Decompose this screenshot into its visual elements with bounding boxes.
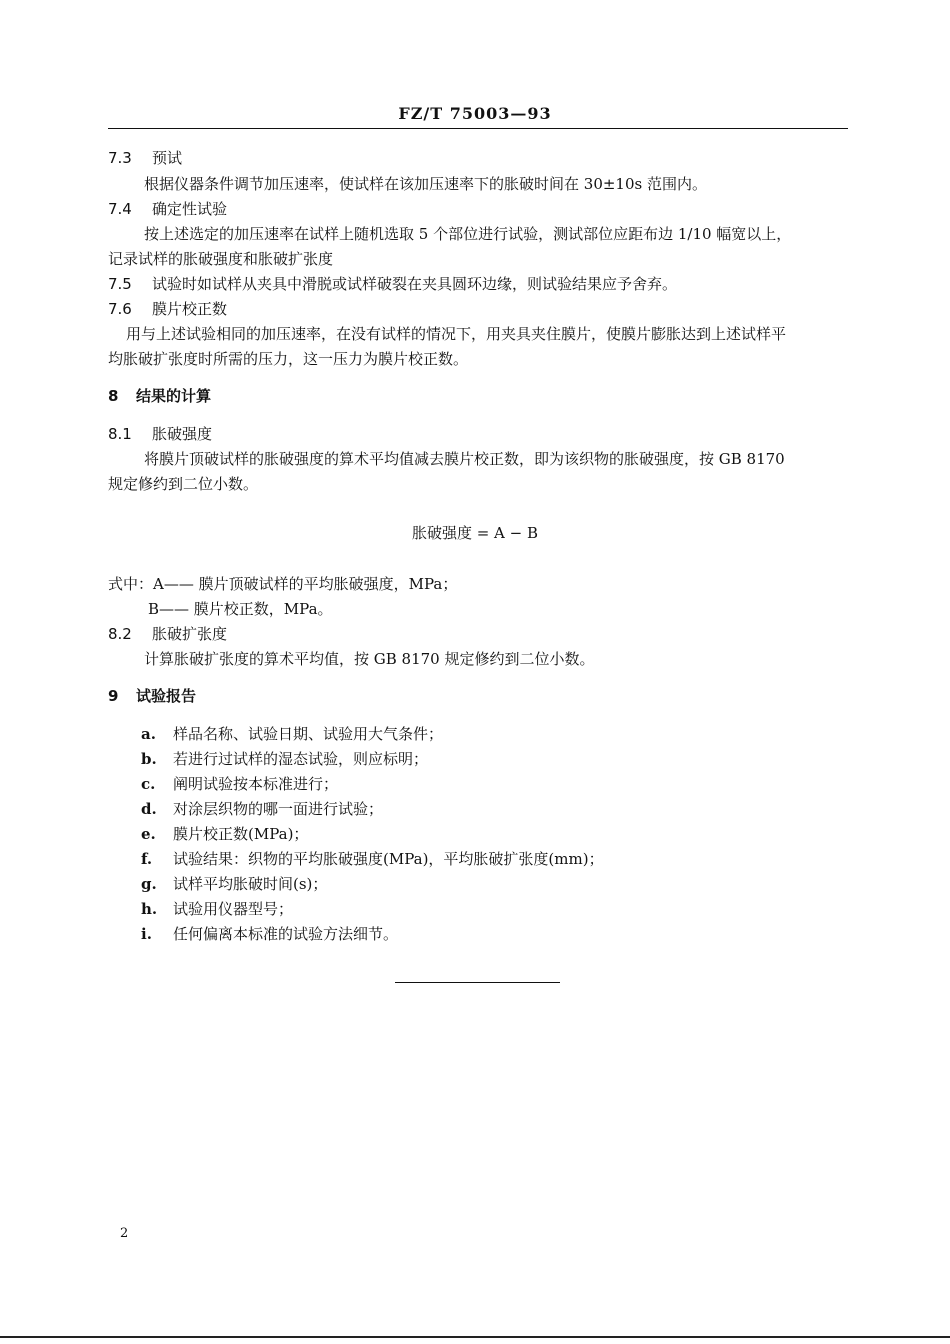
list-letter: f. — [141, 850, 153, 868]
section-title: 膜片校正数 — [152, 300, 228, 318]
section-number: 7.5 — [108, 275, 132, 293]
list-letter: g. — [141, 875, 157, 893]
list-text: 试验结果：织物的平均胀破强度(MPa)，平均胀破扩张度(mm)； — [173, 850, 604, 868]
section-title: 试验报告 — [136, 687, 197, 705]
formula-where-line2: B—— 膜片校正数，MPa。 — [148, 600, 333, 618]
list-item — [141, 724, 443, 744]
section-title: 预试 — [152, 149, 183, 167]
end-rule — [395, 982, 560, 983]
section-8-2-heading — [108, 624, 227, 644]
section-title: 胀破强度 — [152, 425, 213, 443]
section-number: 8.2 — [108, 625, 132, 643]
section-7-3-text: 根据仪器条件调节加压速率，使试样在该加压速率下的胀破时间在 30±10s 范围内。 — [144, 175, 707, 193]
standard-code-header: FZ/T 75003—93 — [398, 104, 552, 123]
burst-strength-formula: 胀破强度 = A − B — [411, 524, 539, 542]
list-text: 若进行过试样的湿态试验，则应标明； — [173, 750, 429, 768]
section-8-1-heading — [108, 424, 212, 444]
section-8-heading — [108, 386, 211, 406]
list-text: 试验用仪器型号； — [173, 900, 294, 918]
list-item — [141, 874, 327, 894]
section-8-1-line1: 将膜片顶破试样的胀破强度的算术平均值减去膜片校正数，即为该织物的胀破强度，按 GB 8170 — [144, 450, 785, 468]
section-title: 确定性试验 — [152, 200, 228, 218]
section-7-4-line2: 记录试样的胀破强度和胀破扩张度 — [108, 250, 334, 268]
section-7-5 — [108, 274, 677, 294]
list-item — [141, 824, 308, 844]
section-title: 胀破扩张度 — [152, 625, 228, 643]
section-number: 7.6 — [108, 300, 132, 318]
section-title: 结果的计算 — [136, 387, 212, 405]
list-text: 任何偏离本标准的试验方法细节。 — [173, 925, 399, 943]
section-7-4-line1: 按上述选定的加压速率在试样上随机选取 5 个部位进行试验，测试部位应距布边 1/10 幅宽以上， — [144, 225, 792, 243]
list-item — [141, 774, 338, 794]
list-letter: b. — [141, 750, 157, 768]
list-letter: c. — [141, 775, 156, 793]
section-text: 试验时如试样从夹具中滑脱或试样破裂在夹具圆环边缘，则试验结果应予舍弃。 — [152, 275, 678, 293]
section-number: 8 — [108, 387, 119, 405]
header-rule — [108, 128, 848, 129]
list-letter: e. — [141, 825, 156, 843]
list-item — [141, 899, 293, 919]
list-text: 阐明试验按本标准进行； — [173, 775, 339, 793]
section-9-heading — [108, 686, 196, 706]
list-text: 膜片校正数(MPa)； — [173, 825, 309, 843]
list-text: 对涂层织物的哪一面进行试验； — [173, 800, 384, 818]
page-number: 2 — [120, 1226, 129, 1241]
section-7-3-heading — [108, 148, 182, 168]
section-8-2-text: 计算胀破扩张度的算术平均值，按 GB 8170 规定修约到二位小数。 — [144, 650, 595, 668]
section-8-1-line2: 规定修约到二位小数。 — [108, 475, 259, 493]
scan-bottom-border — [0, 1336, 950, 1338]
list-item — [141, 849, 604, 869]
section-7-6-line2: 均胀破扩张度时所需的压力，这一压力为膜片校正数。 — [108, 350, 469, 368]
list-text: 样品名称、试验日期、试验用大气条件； — [173, 725, 444, 743]
section-number: 7.4 — [108, 200, 132, 218]
section-number: 7.3 — [108, 149, 132, 167]
list-letter: d. — [141, 800, 157, 818]
list-letter: h. — [141, 900, 158, 918]
section-7-6-heading — [108, 299, 227, 319]
list-text: 试样平均胀破时间(s)； — [173, 875, 328, 893]
section-number: 9 — [108, 687, 119, 705]
section-7-6-line1: 用与上述试验相同的加压速率，在没有试样的情况下，用夹具夹住膜片，使膜片膨胀达到上述试样平 — [126, 325, 787, 343]
list-item — [141, 799, 383, 819]
section-7-4-heading — [108, 199, 227, 219]
list-letter: a. — [141, 725, 156, 743]
formula-where-line1: 式中：A—— 膜片顶破试样的平均胀破强度，MPa； — [108, 575, 458, 593]
list-item — [141, 749, 428, 769]
list-item — [141, 924, 398, 944]
list-letter: i. — [141, 925, 152, 943]
section-number: 8.1 — [108, 425, 132, 443]
